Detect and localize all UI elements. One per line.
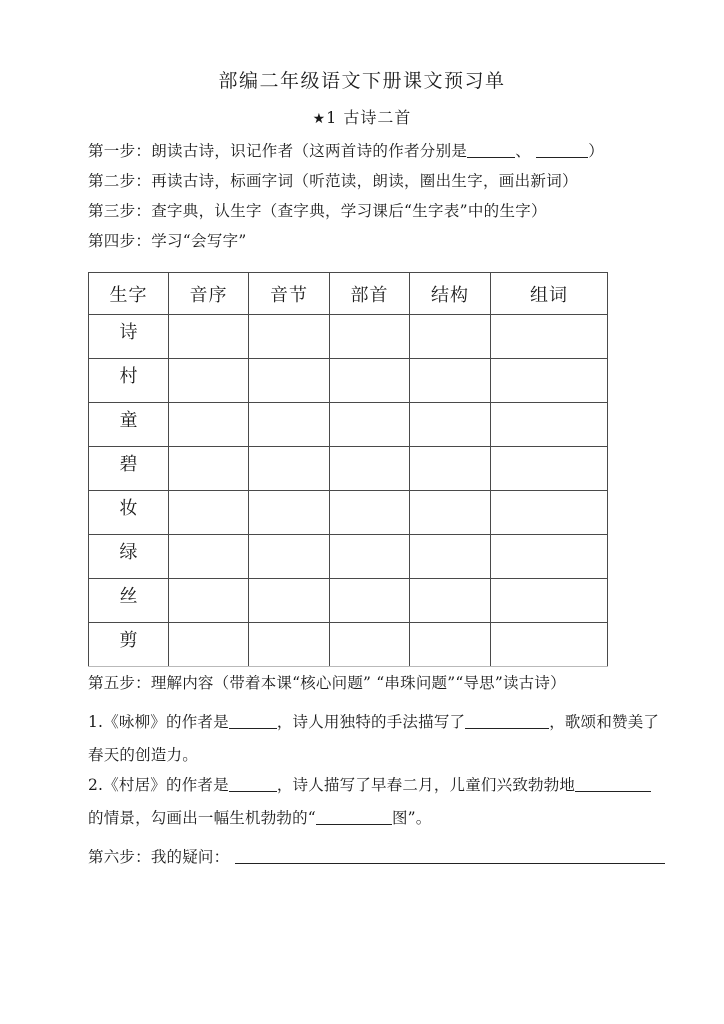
question-2-part-3: 的情景，勾画出一幅生机勃勃的“ [88, 809, 316, 827]
step-5-text: 理解内容（带着本课“核心问题” “串珠问题”“导思”读古诗） [150, 674, 566, 692]
table-cell-blank[interactable] [330, 359, 410, 403]
table-row [89, 579, 608, 623]
table-cell-blank[interactable] [169, 579, 249, 623]
step-4-text: 学习“会写字” [151, 232, 247, 250]
table-cell-blank[interactable] [491, 579, 608, 623]
table-cell-blank[interactable] [249, 491, 330, 535]
step-2-line [88, 166, 648, 196]
table-cell-blank[interactable] [169, 535, 249, 579]
question-1-part-2: ，诗人用独特的手法描写了 [276, 713, 466, 731]
question-1-part-3: ，歌颂和赞美了春天的创造力。 [88, 713, 660, 764]
table-cell-blank[interactable] [491, 403, 608, 447]
table-header-shengzi: 生字 [89, 273, 169, 315]
step-1-blank-2[interactable] [536, 143, 588, 158]
table-cell-blank[interactable] [491, 491, 608, 535]
table-cell-blank[interactable] [491, 447, 608, 491]
question-1 [88, 706, 660, 772]
question-2-part-1: 《村居》的作者是 [103, 776, 229, 794]
table-header-row [89, 273, 608, 315]
table-cell-blank[interactable] [169, 623, 249, 667]
table-header-bushou: 部首 [330, 273, 410, 315]
table-cell-character: 村 [89, 359, 169, 403]
table-cell-blank[interactable] [249, 535, 330, 579]
table-cell-character: 剪 [89, 623, 169, 667]
step-3-label: 第三步： [88, 202, 152, 220]
table-row [89, 403, 608, 447]
table-cell-blank[interactable] [169, 359, 249, 403]
question-2-part-4: 图”。 [391, 809, 432, 827]
table-cell-character: 丝 [89, 579, 169, 623]
table-cell-blank[interactable] [330, 447, 410, 491]
table-cell-blank[interactable] [169, 315, 249, 359]
question-2-blank-1[interactable] [229, 777, 277, 792]
table-row [89, 315, 608, 359]
steps-list [88, 136, 648, 256]
question-1-blank-1[interactable] [229, 714, 277, 729]
step-6-text: 我的疑问： [150, 848, 230, 866]
table-cell-blank[interactable] [491, 623, 608, 667]
table-cell-blank[interactable] [249, 359, 330, 403]
table-header-zuci: 组词 [491, 273, 608, 315]
table-cell-blank[interactable] [410, 403, 491, 447]
table-cell-blank[interactable] [249, 623, 330, 667]
step-5-line [88, 668, 668, 698]
table-cell-blank[interactable] [330, 403, 410, 447]
question-2-blank-3[interactable] [316, 810, 392, 825]
table-header-yinxu: 音序 [169, 273, 249, 315]
table-cell-blank[interactable] [410, 315, 491, 359]
step-4-label: 第四步： [88, 232, 152, 250]
question-2 [88, 769, 660, 835]
table-cell-blank[interactable] [410, 623, 491, 667]
question-1-blank-2[interactable] [465, 714, 549, 729]
table-row [89, 447, 608, 491]
table-cell-blank[interactable] [169, 447, 249, 491]
table-cell-blank[interactable] [249, 579, 330, 623]
table-row [89, 491, 608, 535]
table-cell-blank[interactable] [330, 491, 410, 535]
table-header-yinjie: 音节 [249, 273, 330, 315]
question-2-number: 2. [88, 776, 104, 794]
table-cell-blank[interactable] [330, 579, 410, 623]
table-cell-blank[interactable] [410, 535, 491, 579]
lesson-subtitle-text: 1 古诗二首 [326, 108, 412, 127]
table-cell-blank[interactable] [410, 491, 491, 535]
step-1-suffix: ） [588, 142, 605, 160]
table-cell-blank[interactable] [410, 579, 491, 623]
table-cell-blank[interactable] [169, 491, 249, 535]
step-1-line [88, 136, 648, 166]
table-cell-blank[interactable] [491, 359, 608, 403]
step-1-label: 第一步： [88, 142, 152, 160]
table-cell-blank[interactable] [491, 535, 608, 579]
table-cell-character: 童 [89, 403, 169, 447]
step-4-line [88, 226, 648, 256]
step-6-line [88, 842, 668, 872]
table-cell-blank[interactable] [249, 403, 330, 447]
lesson-subtitle [0, 105, 724, 128]
table-cell-blank[interactable] [491, 315, 608, 359]
table-cell-blank[interactable] [410, 359, 491, 403]
question-1-number: 1. [88, 713, 104, 731]
step-3-text: 查字典，认生字（查字典，学习课后“生字表”中的生字） [151, 202, 547, 220]
step-5-label: 第五步： [88, 674, 151, 692]
table-cell-character: 绿 [89, 535, 169, 579]
question-1-part-1: 《咏柳》的作者是 [103, 713, 229, 731]
table-cell-blank[interactable] [330, 315, 410, 359]
step-6-label: 第六步： [88, 848, 151, 866]
question-2-part-2: ，诗人描写了早春二月，儿童们兴致勃勃地 [276, 776, 576, 794]
table-cell-blank[interactable] [169, 403, 249, 447]
table-cell-blank[interactable] [249, 447, 330, 491]
page-title: 部编二年级语文下册课文预习单 [218, 70, 506, 92]
step-1-separator: 、 [515, 142, 532, 160]
table-header-jiegou: 结构 [410, 273, 491, 315]
table-row [89, 359, 608, 403]
new-character-table [88, 272, 608, 667]
table-cell-character: 诗 [89, 315, 169, 359]
table-row [89, 535, 608, 579]
step-6-answer-blank[interactable] [235, 848, 665, 864]
star-icon: ★ [312, 111, 327, 127]
step-1-prefix: 朗读古诗，识记作者（这两首诗的作者分别是 [151, 142, 468, 160]
table-row [89, 623, 608, 667]
table-cell-blank[interactable] [410, 447, 491, 491]
step-2-label: 第二步： [88, 172, 152, 190]
table-cell-blank[interactable] [330, 623, 410, 667]
table-cell-blank[interactable] [330, 535, 410, 579]
step-3-line [88, 196, 648, 226]
table-cell-blank[interactable] [249, 315, 330, 359]
step-2-text: 再读古诗，标画字词（听范读，朗读，圈出生字，画出新词） [151, 172, 578, 190]
step-1-blank-1[interactable] [467, 143, 515, 158]
table-cell-character: 碧 [89, 447, 169, 491]
question-2-blank-2[interactable] [575, 777, 651, 792]
table-cell-character: 妆 [89, 491, 169, 535]
